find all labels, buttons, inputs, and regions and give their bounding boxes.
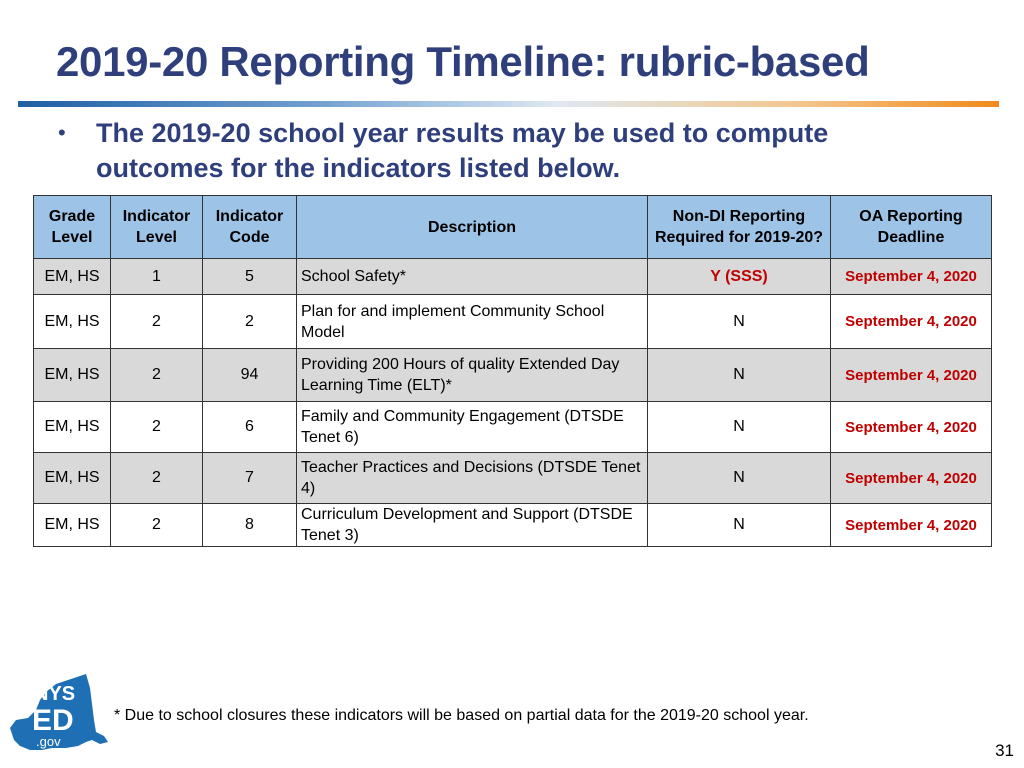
- cell-grade: EM, HS: [34, 295, 111, 349]
- cell-level: 2: [111, 295, 203, 349]
- table-row: [34, 453, 992, 504]
- cell-description: Family and Community Engagement (DTSDE Tenet 6): [297, 402, 648, 453]
- table-row: [34, 295, 992, 349]
- cell-deadline: September 4, 2020: [831, 504, 992, 547]
- header-non-di-reporting: Non-DI Reporting Required for 2019-20?: [648, 196, 831, 259]
- page-title: 2019-20 Reporting Timeline: rubric-based: [56, 38, 870, 85]
- logo-text-ed: ED: [32, 704, 74, 737]
- logo-text-gov: .gov: [36, 734, 61, 749]
- footnote: * Due to school closures these indicators will be based on partial data for the 2019-20 school year.: [114, 707, 809, 724]
- header-indicator-code: Indicator Code: [203, 196, 297, 259]
- cell-code: 7: [203, 453, 297, 504]
- cell-code: 6: [203, 402, 297, 453]
- cell-deadline: September 4, 2020: [831, 259, 992, 295]
- cell-deadline: September 4, 2020: [831, 295, 992, 349]
- cell-deadline: September 4, 2020: [831, 402, 992, 453]
- cell-required: N: [648, 453, 831, 504]
- header-description: Description: [297, 196, 648, 259]
- bullet-icon: •: [58, 120, 66, 145]
- cell-code: 5: [203, 259, 297, 295]
- cell-level: 2: [111, 402, 203, 453]
- cell-grade: EM, HS: [34, 504, 111, 547]
- cell-level: 1: [111, 259, 203, 295]
- cell-code: 8: [203, 504, 297, 547]
- cell-code: 2: [203, 295, 297, 349]
- page-number: 31: [995, 741, 1014, 760]
- bullet-text: The 2019-20 school year results may be used to compute outcomes for the indicators listed below.: [96, 118, 829, 183]
- table-row: [34, 259, 992, 295]
- cell-level: 2: [111, 504, 203, 547]
- nysed-logo: [6, 670, 110, 754]
- table-row: [34, 349, 992, 402]
- cell-required: N: [648, 504, 831, 547]
- cell-description: Teacher Practices and Decisions (DTSDE Tenet 4): [297, 453, 648, 504]
- cell-grade: EM, HS: [34, 402, 111, 453]
- indicators-table: [33, 195, 992, 547]
- cell-level: 2: [111, 453, 203, 504]
- cell-code: 94: [203, 349, 297, 402]
- header-indicator-level: Indicator Level: [111, 196, 203, 259]
- title-divider: [18, 101, 999, 107]
- cell-description: Plan for and implement Community School Model: [297, 295, 648, 349]
- cell-description: School Safety*: [297, 259, 648, 295]
- table-header-row: [34, 196, 992, 259]
- cell-description: Providing 200 Hours of quality Extended Day Learning Time (ELT)*: [297, 349, 648, 402]
- header-grade-level: Grade Level: [34, 196, 111, 259]
- cell-grade: EM, HS: [34, 259, 111, 295]
- cell-required: N: [648, 295, 831, 349]
- cell-level: 2: [111, 349, 203, 402]
- cell-required: N: [648, 349, 831, 402]
- cell-grade: EM, HS: [34, 349, 111, 402]
- cell-description: Curriculum Development and Support (DTSDE Tenet 3): [297, 504, 648, 547]
- table-row: [34, 402, 992, 453]
- table-row: [34, 504, 992, 547]
- cell-required: N: [648, 402, 831, 453]
- header-oa-deadline: OA Reporting Deadline: [831, 196, 992, 259]
- cell-required: Y (SSS): [648, 259, 831, 295]
- cell-deadline: September 4, 2020: [831, 453, 992, 504]
- cell-deadline: September 4, 2020: [831, 349, 992, 402]
- cell-grade: EM, HS: [34, 453, 111, 504]
- logo-text-nys: NYS: [34, 683, 76, 705]
